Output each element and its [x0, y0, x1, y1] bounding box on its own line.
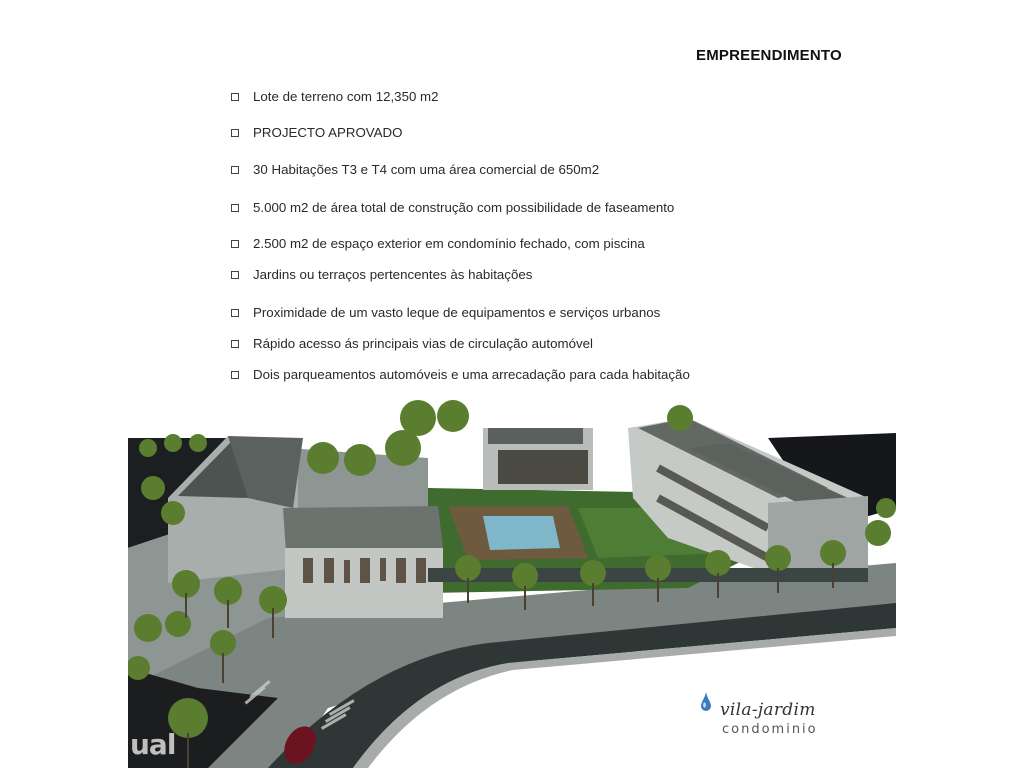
page-title: EMPREENDIMENTO	[696, 47, 842, 64]
feature-text: Lote de terreno com 12,350 m2	[253, 89, 439, 104]
feature-item	[231, 236, 645, 251]
feature-item	[231, 267, 532, 282]
feature-text: Jardins ou terraços pertencentes às habitações	[253, 267, 533, 282]
logo-name: vila-jardim	[720, 700, 816, 720]
square-bullet-icon	[231, 166, 239, 174]
square-bullet-icon	[231, 240, 239, 248]
square-bullet-icon	[231, 129, 239, 137]
square-bullet-icon	[231, 93, 239, 101]
feature-item	[231, 89, 439, 104]
feature-item	[231, 162, 599, 177]
square-bullet-icon	[231, 204, 239, 212]
logo-subtitle: condominio	[722, 722, 818, 737]
feature-item	[231, 200, 674, 215]
square-bullet-icon	[231, 371, 239, 379]
feature-item	[231, 336, 593, 351]
square-bullet-icon	[231, 271, 239, 279]
square-bullet-icon	[231, 340, 239, 348]
feature-text: 30 Habitações T3 e T4 com uma área comercial de 650m2	[253, 162, 600, 177]
feature-text: Proximidade de um vasto leque de equipamentos e serviços urbanos	[253, 305, 661, 320]
feature-text: PROJECTO APROVADO	[253, 125, 403, 140]
feature-item	[231, 305, 660, 320]
feature-text: 5.000 m2 de área total de construção com possibilidade de faseamento	[253, 200, 675, 215]
feature-text: Rápido acesso ás principais vias de circulação automóvel	[253, 336, 593, 351]
square-bullet-icon	[231, 309, 239, 317]
feature-text: Dois parqueamentos automóveis e uma arrecadação para cada habitação	[253, 367, 690, 382]
feature-item	[231, 125, 403, 140]
water-drop-icon	[700, 692, 712, 717]
feature-text: 2.500 m2 de espaço exterior em condomínio fechado, com piscina	[253, 236, 645, 251]
feature-item	[231, 367, 690, 382]
watermark-text: ual	[130, 728, 176, 761]
